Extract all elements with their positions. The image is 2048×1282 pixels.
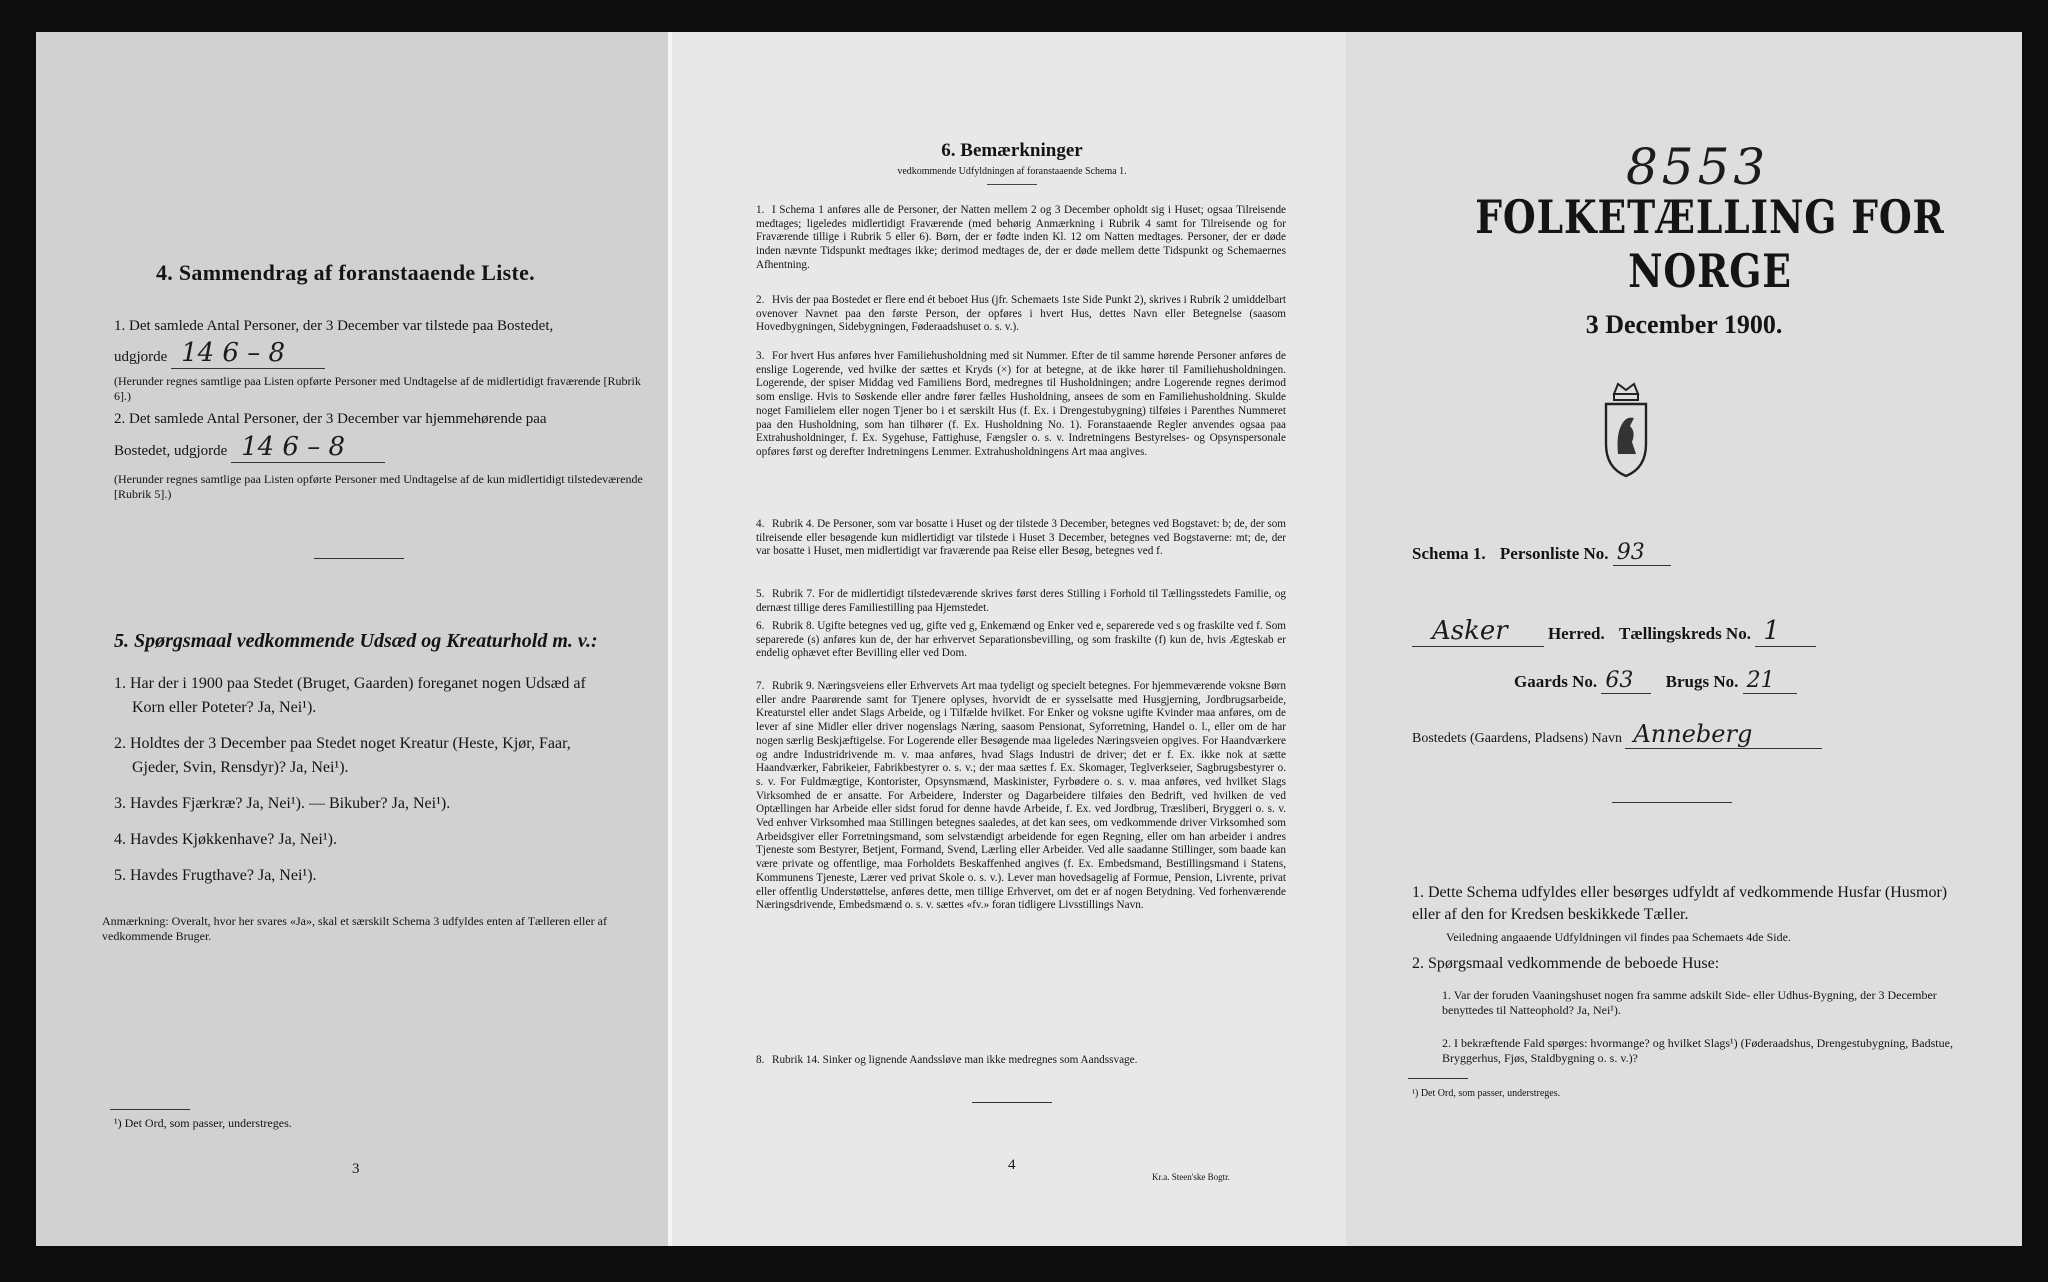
- schema-personliste: [1412, 540, 1671, 565]
- archive-number: 8553: [1626, 138, 1770, 196]
- item-2-handwriting: 14 6 – 8: [231, 432, 385, 463]
- item-2-answer: [114, 432, 634, 462]
- brugs-label: Brugs No.: [1665, 672, 1739, 691]
- rule-7: 7. Rubrik 9. Næringsveiens eller Erhvervets Art maa tydeligt og specielt betegnes. For hjemmeværende voksne Børn eller andre Paarørende samt for Tjenere oplyses, hvorvidt de er sysselsatte med Husgjerning, Jordbrugsarbeide, Kreaturstel eller andet Slags Arbeide, og i Tilfælde hvilket. For Enker og voksne ugifte Kvinder maa anføres, om de lever af sine Midler eller driver nogenslags Næring, saasom Pensionat, Syforretning, Handel o. l., eller om de har nogen særlig Beskjæftigelse. For Logerende eller Besøgende maa ligeledes Næringsveien opgives. For Haandværkere og andre Industridrivende m. v. maa anføres, hvad Slags Industri de driver; det er f. Ex. ikke nok at sætte Haandværker, Fabrikeier, Fabrikbestyrer o. s. v.; der maa sættes f. Ex. Skomager, Teglverkseier, Sagbrugsbestyrer o. s. v. For Fuldmægtige, Kontorister, Opsynsmænd, Maskinister, Fyrbødere o. s. v. maa anføres, ved hvilket Slags Virksomhed de er ansatte. For Arbeidere, Inderster og Dagarbeidere tilføies den Bedrift, ved hvilken de ved Optællingen har Arbeide eller sidst forud for denne havde Arbeide, f. Ex. ved Jordbrug, Træsliberi, Bryggeri o. s. v. Ved enhver Virksomhed maa Stillingen betegnes saaledes, at det kan sees, om vedkommende driver Virksomhed som Arbeidsgiver eller Forretningsmand, som selvstændigt arbeidende for egen Regning, eller om han arbeider i andres Tjeneste som Bestyrer, Betjent, Formand, Svend, Lærling eller Arbeider. Ved alle saadanne Stillinger, som baade kan være private og offentlige, maa Forholdets Beskaffenhed angives (f. Ex. Embedsmand, Bestillingsmand i Statens, Kommunens Tjeneste, Lærer ved privat Skole o. s. v.). Lever man hovedsagelig af Formue, Pension, Livrente, privat eller offentlig Understøttelse, anføres dette, men tillige Erhvervet, om det er af nogen Betydning. Ved forhenværende Næringsdrivende, Embedsmænd o. s. v. sættes «fv.» foran tidligere Livsstillings Navn.: [756, 680, 1286, 912]
- footnote-rule: [110, 1109, 190, 1110]
- page-number: 3: [352, 1161, 360, 1177]
- census-title: FOLKETÆLLING FOR NORGE: [1475, 190, 1945, 298]
- question-2-answer: Gjeder, Svin, Rensdyr)? Ja, Nei¹).: [132, 759, 349, 776]
- gaards-value: 63: [1601, 668, 1651, 694]
- schema-label: Schema 1.: [1412, 544, 1486, 563]
- remarks-title: 6. Bemærkninger: [941, 140, 1083, 161]
- brugs-value: 21: [1743, 668, 1797, 694]
- page-number: 4: [1008, 1157, 1016, 1173]
- bosted-value: Anneberg: [1625, 720, 1822, 749]
- item-1-note: (Herunder regnes samtlige paa Listen opførte Personer med Undtagelse af de midlertidigt fraværende [Rubrik 6].): [114, 374, 641, 403]
- personliste-label: Personliste No.: [1499, 544, 1609, 563]
- section-5-title: 5. Spørgsmaal vedkommende Udsæd og Kreaturhold m. v.:: [114, 630, 598, 652]
- item-1-text: 1. Det samlede Antal Personer, der 3 December var tilstede paa Bostedet,: [114, 318, 554, 334]
- rule-8: 8. Rubrik 14. Sinker og lignende Aandssløve man ikke medregnes som Aandssvage.: [756, 1054, 1138, 1066]
- footnote: ¹) Det Ord, som passer, understreges.: [1412, 1088, 1561, 1099]
- herred-label: Herred.: [1547, 624, 1605, 643]
- page-right: [1346, 32, 2022, 1246]
- item-2-prefix: Bostedet, udgjorde: [114, 443, 228, 459]
- instruction-2-1: 1. Var der foruden Vaaningshuset nogen fra samme adskilt Side- eller Udhus-Bygning, der 3 December benyttedes til Natteophold? Ja, Nei¹).: [1442, 988, 1937, 1017]
- footnote: ¹) Det Ord, som passer, understreges.: [114, 1116, 292, 1130]
- divider: [972, 1102, 1052, 1103]
- herred-value: Asker: [1412, 616, 1544, 647]
- question-4: 4. Havdes Kjøkkenhave? Ja, Nei¹).: [114, 831, 337, 848]
- printer-credit: Kr.a. Steen'ske Bogtr.: [1152, 1172, 1230, 1182]
- annotation-note: Anmærkning: Overalt, hvor her svares «Ja», skal et særskilt Schema 3 udfyldes enten af Tælleren eller af vedkommende Bruger.: [102, 914, 607, 943]
- divider: [314, 558, 404, 559]
- footnote-rule: [1408, 1078, 1468, 1079]
- rule-2: 2. Hvis der paa Bostedet er flere end ét beboet Hus (jfr. Schemaets 1ste Side Punkt 2), skrives i Rubrik 2 umiddelbart ovenover Navnet paa den første Person, der opføres i hvert Hus, dettes Navn eller Betegnelse (saasom Hovedbygningen, Sidebygningen, Føderaadshuset o. s. v.).: [756, 294, 1286, 334]
- rule-5: 5. Rubrik 7. For de midlertidigt tilstedeværende skrives først deres Stilling i Forhold til Tællingsstedets Familie, og dernæst tillige deres Familiestilling paa Hjemstedet.: [756, 588, 1286, 614]
- instruction-2: 2. Spørgsmaal vedkommende de beboede Huse:: [1412, 955, 1720, 972]
- item-2-text: 2. Det samlede Antal Personer, der 3 December var hjemmehørende paa: [114, 411, 547, 427]
- section-4-title: 4. Sammendrag af foranstaaende Liste.: [156, 260, 535, 285]
- item-1-answer: [114, 338, 634, 368]
- coat-of-arms-icon: [1596, 372, 1656, 482]
- remarks-subtitle: vedkommende Udfyldningen af foranstaaende Schema 1.: [897, 166, 1127, 177]
- personliste-value: 93: [1613, 540, 1671, 566]
- rule-1: 1. I Schema 1 anføres alle de Personer, der Natten mellem 2 og 3 December opholdt sig i Huset; ogsaa Tilreisende medtages; ligeledes midlertidigt Fraværende (med behørig Anmærkning i Rubrik 4 samt for Tilreisende og for Fraværende tillige i Rubrik 5 eller 6). Børn, der er fødte inden Kl. 12 om Natten medtages. Personer, der er døde inden nævnte Tidspunkt medtages ikke; derimod medtages de, der er døde mellem dette Tidspunkt og Schemaernes Afhentning.: [756, 204, 1286, 271]
- item-2-note: (Herunder regnes samtlige paa Listen opførte Personer med Undtagelse af de kun midlertidigt tilstedeværende [Rubrik 5].): [114, 472, 643, 501]
- rule-3: 3. For hvert Hus anføres hver Familiehusholdning med sit Nummer. Efter de til samme hørende Personer anføres de enslige Logerende, ved hvilke der sættes et Kryds (×) for at betegne, at de ikke hører til Familiehusholdningen. Logerende, der spiser Middag ved Familiens Bord, medregnes til Husholdningen; andre Logerende regnes derimod som enslige. Hvis to Søskende eller andre fører fælles Husholdning, ansees de som en Familiehusholdning. Skulde noget Familielem eller nogen Tjener bo i et særskilt Hus (f. Ex. i Drengestubygning) tilføies i Parenthes Nummeret paa den Husholdning, som han tilhører (f. Ex. Husholdning No. 1). Foranstaaende Regler anvendes ogsaa paa Extrahusholdninger, f. Ex. Sygehuse, Fattighuse, Fængsler o. s. v. Indretningens Bestyrelses- og Opsynspersonale opføres først og derefter Indretningens Lemmer. Extrahusholdningens Art maa angives.: [756, 350, 1286, 458]
- divider: [1612, 802, 1732, 803]
- gaards-brugs-row: [1514, 668, 1797, 693]
- bosted-label: Bostedets (Gaardens, Pladsens) Navn: [1412, 731, 1622, 746]
- question-2: 2. Holdtes der 3 December paa Stedet noget Kreatur (Heste, Kjør, Faar,: [114, 735, 571, 752]
- divider: [987, 184, 1037, 185]
- item-1-handwriting: 14 6 – 8: [171, 338, 325, 369]
- herred-row: [1412, 616, 1816, 646]
- instruction-1: 1. Dette Schema udfyldes eller besørges udfyldt af vedkommende Husfar (Husmor) eller af den for Kredsen beskikkede Tæller.: [1412, 884, 1948, 923]
- gaards-label: Gaards No.: [1514, 672, 1598, 691]
- question-1: 1. Har der i 1900 paa Stedet (Bruget, Gaarden) foreganet nogen Udsæd af: [114, 675, 586, 692]
- item-1-prefix: udgjorde: [114, 349, 168, 365]
- census-date: 3 December 1900.: [1585, 310, 1783, 339]
- page-middle: [668, 32, 1352, 1246]
- kreds-value: 1: [1755, 616, 1816, 647]
- rule-6: 6. Rubrik 8. Ugifte betegnes ved ug, gifte ved g, Enkemænd og Enker ved e, separerede ved s og fraskilte ved f. Som separerede (s) anføres kun de, der har erhvervet Separationsbevilling, og som fraskilte (f) kun de, hvis Ægteskab er endelig ophævet efter Bevilling eller ved Dom.: [756, 620, 1286, 660]
- question-5: 5. Havdes Frugthave? Ja, Nei¹).: [114, 867, 317, 884]
- kreds-label: Tællingskreds No.: [1619, 624, 1751, 643]
- question-3: 3. Havdes Fjærkræ? Ja, Nei¹). — Bikuber? Ja, Nei¹).: [114, 795, 451, 812]
- page-left: [36, 32, 672, 1246]
- instruction-2-2: 2. I bekræftende Fald spørges: hvormange? og hvilket Slags¹) (Føderaadshus, Drengestubygning, Badstue, Bryggerhus, Fjøs, Staldbygning o. s. v.)?: [1442, 1036, 1953, 1065]
- rule-4: 4. Rubrik 4. De Personer, som var bosatte i Huset og der tilstede 3 December, betegnes ved Bogstavet: b; de, der som tilreisende eller besøgende kun midlertidigt var tilstede i Huset 3 December, betegnes ved Bogstaverne: mt; de, der var bosatte i Huset, men midlertidigt var fraværende paa Reise eller Besøg, betegnes ved f.: [756, 518, 1286, 558]
- bosted-row: [1412, 720, 1822, 748]
- question-1-answer: Korn eller Poteter? Ja, Nei¹).: [132, 699, 317, 716]
- instruction-1-note: Veiledning angaaende Udfyldningen vil findes paa Schemaets 4de Side.: [1446, 930, 1791, 944]
